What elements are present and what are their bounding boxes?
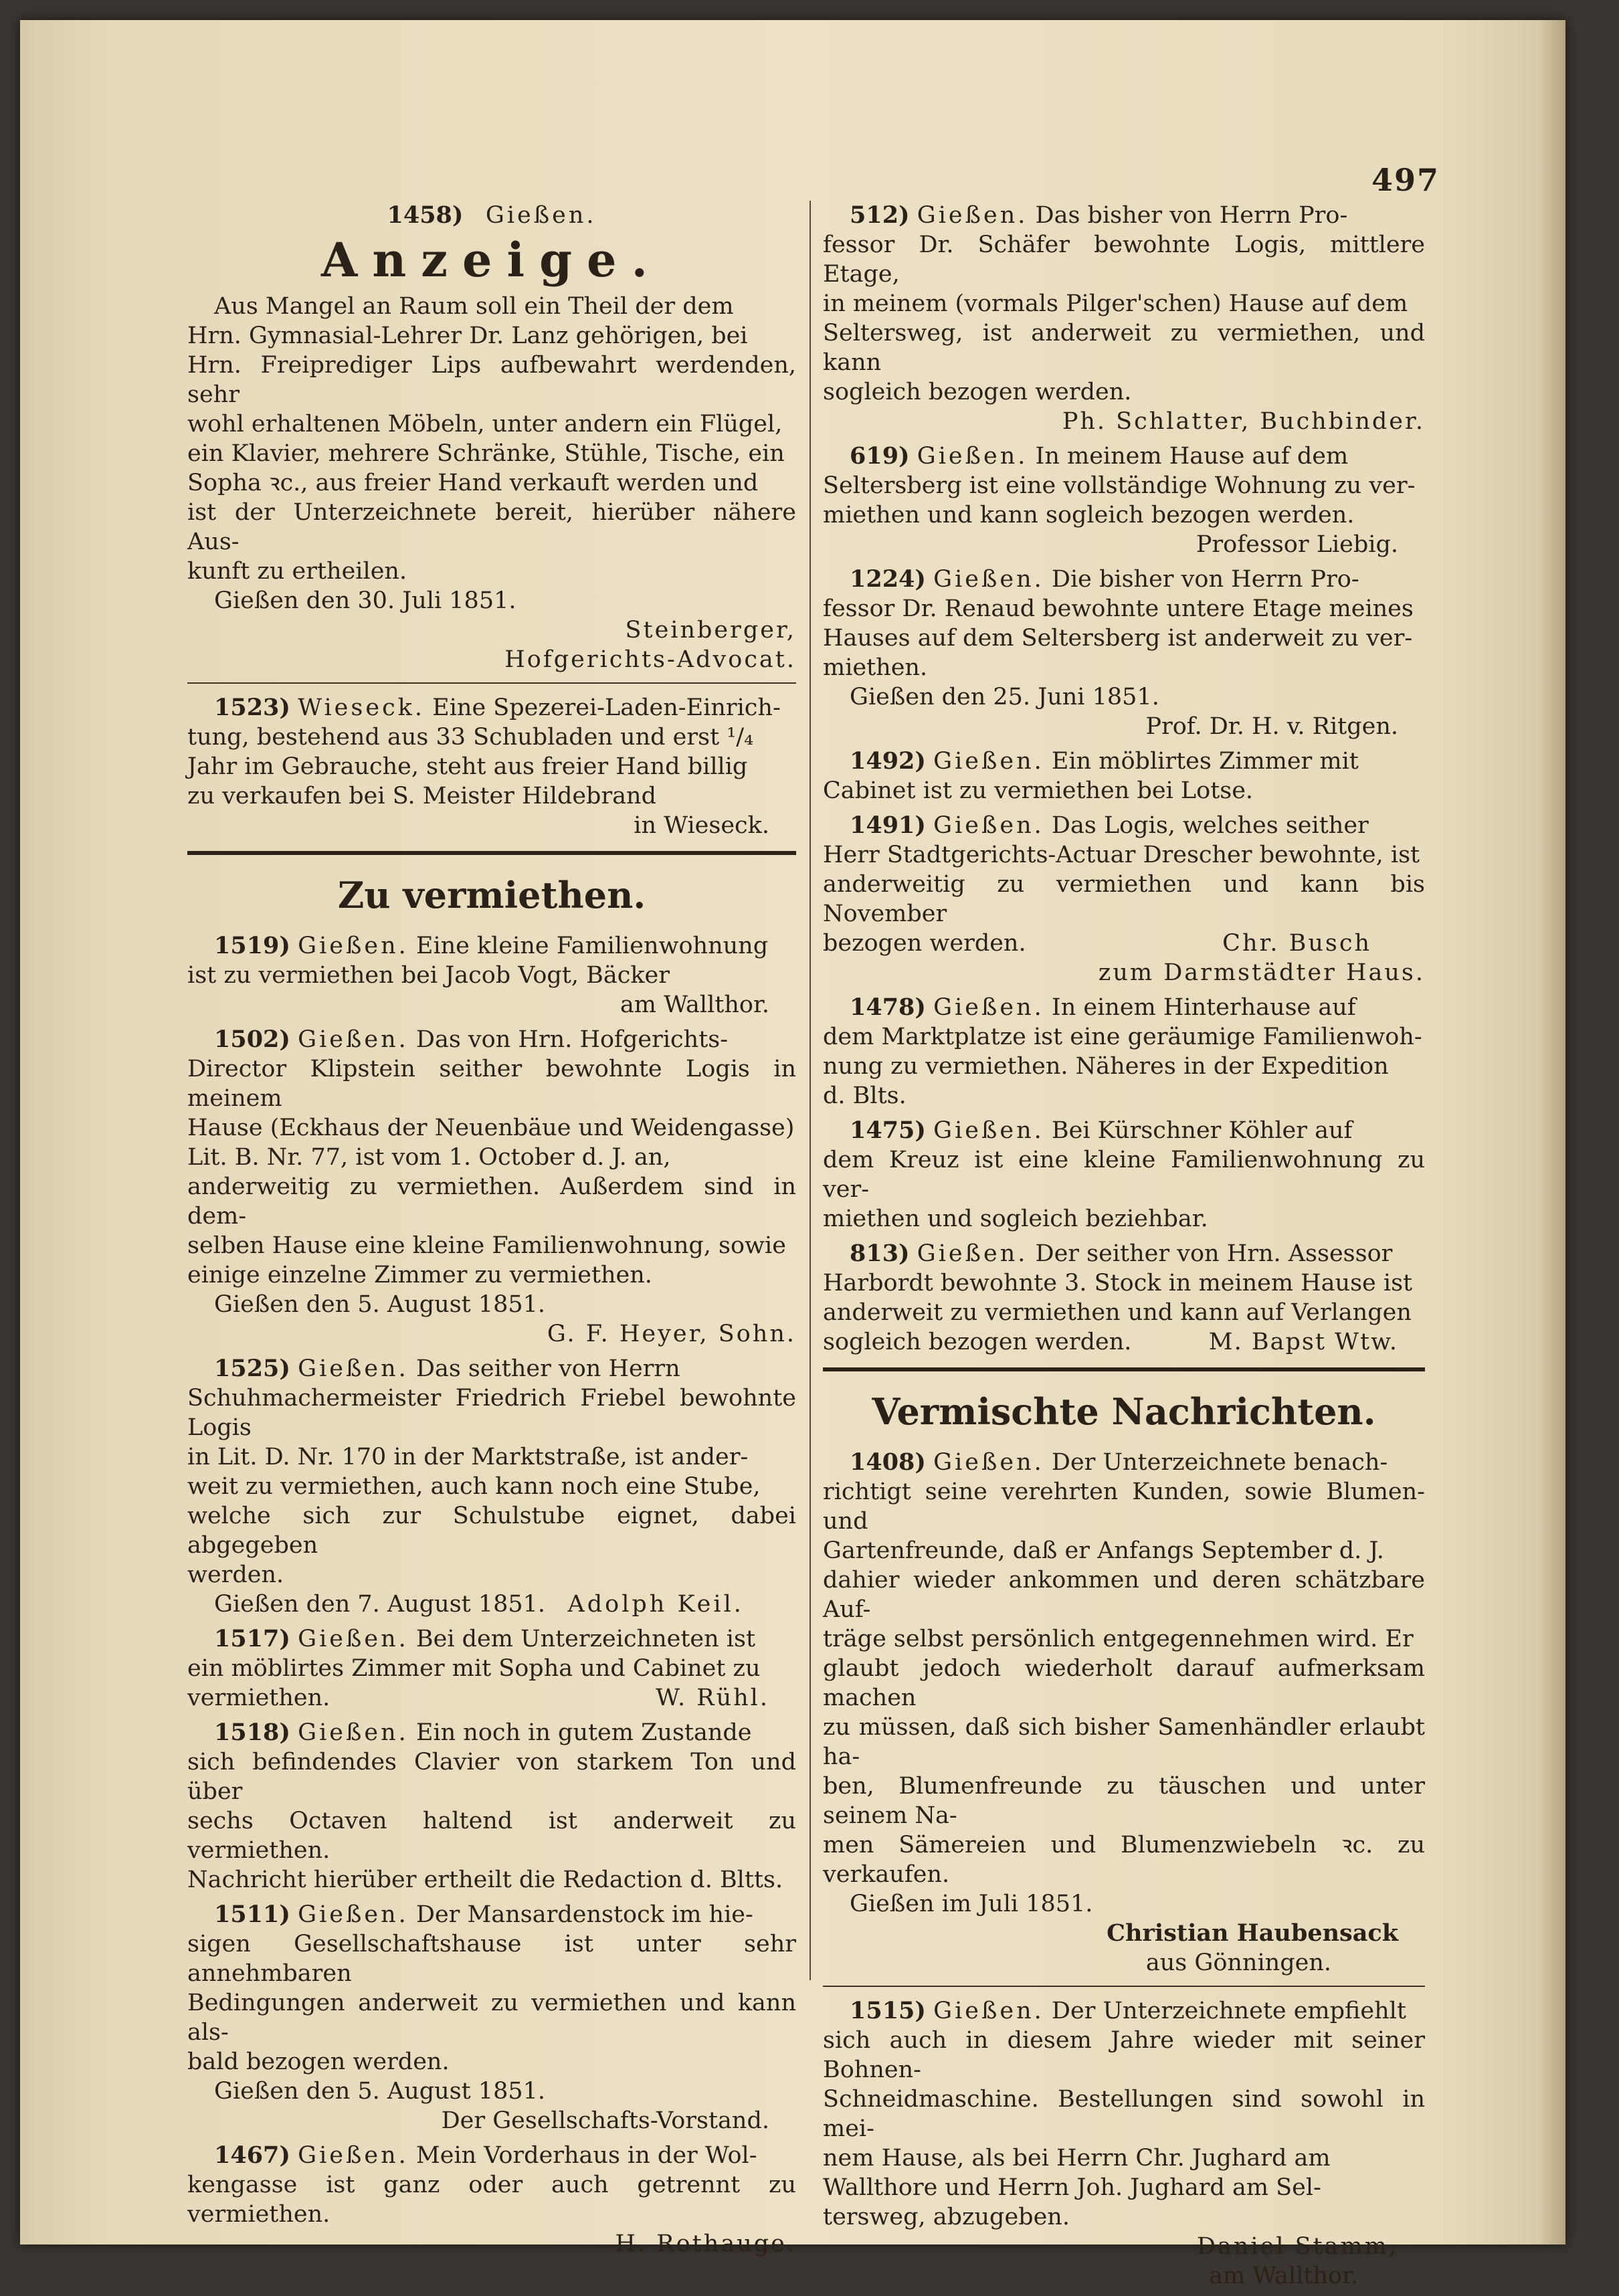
ad-813: [823, 1239, 1425, 1357]
page-edge-shadow: [1539, 20, 1565, 2244]
ad-line: Aus Mangel an Raum soll ein Theil der dem: [214, 293, 734, 320]
ad-1519: [187, 931, 796, 1020]
ad-line: bald bezogen werden.: [187, 2048, 450, 2075]
ad-place: Gießen.: [917, 202, 1028, 229]
ad-line: bezogen werden.: [823, 930, 1026, 957]
ad-signature-title: Hofgerichts-Advocat.: [504, 646, 796, 673]
ad-number: 1517): [214, 1625, 290, 1652]
ad-number: 1478): [850, 993, 926, 1021]
ad-line: Ein möblirtes Zimmer mit: [1051, 748, 1359, 775]
ad-line: Bei dem Unterzeichneten ist: [415, 1626, 756, 1652]
ad-line: In meinem Hause auf dem: [1035, 443, 1349, 470]
separator-rule: [187, 682, 796, 684]
ad-place: Gießen.: [485, 202, 597, 229]
ad-line: weit zu vermiethen, auch kann noch eine Stube,: [187, 1473, 761, 1500]
ad-line: men Sämereien und Blumenzwiebeln ꝛc. zu verkaufen.: [823, 1832, 1425, 1888]
ad-place: Gießen.: [933, 1998, 1044, 2024]
ad-number: 1408): [850, 1448, 926, 1476]
ad-line: fessor Dr. Renaud bewohnte untere Etage meines: [823, 595, 1414, 622]
ad-date: Gießen im Juli 1851.: [850, 1891, 1093, 1917]
ad-place: Gießen.: [933, 1117, 1044, 1144]
ad-1492: [823, 747, 1425, 805]
ad-signature: W. Rühl.: [656, 1685, 769, 1711]
ad-line: Mein Vorderhaus in der Wol-: [415, 2142, 757, 2169]
ad-signature: Daniel Stamm,: [1196, 2233, 1398, 2260]
ad-1517: [187, 1624, 796, 1713]
ad-line: nung zu vermiethen. Näheres in der Expedition: [823, 1053, 1389, 1080]
ad-line: richtigt seine verehrten Kunden, sowie Blumen- und: [823, 1478, 1425, 1535]
ad-line: Nachricht hierüber ertheilt die Redaction d. Bltts.: [187, 1867, 783, 1893]
ad-place: Gießen.: [298, 1355, 409, 1382]
ad-line: dahier wieder ankommen und deren schätzbare Auf-: [823, 1567, 1425, 1623]
ad-signature: Professor Liebig.: [1196, 531, 1398, 558]
ad-number: 1523): [214, 694, 290, 721]
ad-signature: Prof. Dr. H. v. Ritgen.: [1145, 713, 1398, 740]
right-column: [823, 201, 1425, 2296]
ad-place: Gießen.: [917, 1240, 1028, 1267]
ad-line: zu verkaufen bei S. Meister Hildebrand: [187, 783, 657, 809]
ad-number: 1492): [850, 747, 926, 775]
ad-line: Hauses auf dem Seltersberg ist anderweit zu ver-: [823, 625, 1413, 652]
ad-line: welche sich zur Schulstube eignet, dabei abgegeben: [187, 1503, 796, 1559]
ad-line: miethen und kann sogleich bezogen werden.: [823, 502, 1355, 529]
ad-line: Sopha ꝛc., aus freier Hand verkauft werden und: [187, 470, 759, 496]
ad-line: Lit. B. Nr. 77, ist vom 1. October d. J. an,: [187, 1144, 671, 1171]
section-rule: [187, 851, 796, 855]
ad-line: Bedingungen anderweit zu vermiethen und kann als-: [187, 1990, 796, 2046]
ad-1518: [187, 1718, 796, 1895]
ad-place: Gießen.: [933, 748, 1044, 775]
ad-line: sich befindendes Clavier von starkem Ton und über: [187, 1749, 796, 1805]
ad-1525: [187, 1354, 796, 1619]
ad-number: 1502): [214, 1026, 290, 1053]
ad-1491: [823, 811, 1425, 987]
ad-line: Der Unterzeichnete benach-: [1051, 1449, 1388, 1476]
ad-line: Die bisher von Herrn Pro-: [1051, 566, 1359, 593]
ad-line: ben, Blumenfreunde zu täuschen und unter seinem Na-: [823, 1773, 1425, 1829]
ad-line: in Lit. D. Nr. 170 in der Marktstraße, ist ander-: [187, 1444, 749, 1470]
ad-place: Gießen.: [933, 812, 1044, 839]
ad-line: ist der Unterzeichnete bereit, hierüber nähere Aus-: [187, 499, 796, 555]
ad-line: dem Marktplatze ist eine geräumige Familienwoh-: [823, 1024, 1422, 1050]
ad-line: sigen Gesellschaftshause ist unter sehr annehmbaren: [187, 1931, 796, 1987]
ad-line: anderweitig zu vermiethen. Außerdem sind in dem-: [187, 1173, 796, 1230]
ad-1511: [187, 1900, 796, 2135]
section-title-zu-vermiethen: Zu vermiethen.: [337, 874, 646, 917]
section-rule: [823, 1367, 1425, 1371]
ad-line: Jahr im Gebrauche, steht aus freier Hand billig: [187, 753, 748, 780]
ad-line: Hrn. Freiprediger Lips aufbewahrt werdenden, sehr: [187, 352, 796, 408]
ad-signature: M. Bapst Wtw.: [1208, 1329, 1398, 1355]
ad-line: miethen und sogleich beziehbar.: [823, 1206, 1208, 1232]
ad-line: fessor Dr. Schäfer bewohnte Logis, mittlere Etage,: [823, 231, 1425, 288]
ad-line: in Wieseck.: [634, 812, 769, 839]
ad-signature-title: aus Gönningen.: [1145, 1949, 1331, 1976]
ad-date: Gießen den 5. August 1851.: [214, 2078, 546, 2105]
ad-signature: Ph. Schlatter, Buchbinder.: [1062, 408, 1425, 435]
ad-line: selben Hause eine kleine Familienwohnung, sowie: [187, 1232, 786, 1259]
ad-line: sechs Octaven haltend ist anderweit zu vermiethen.: [187, 1808, 796, 1864]
ad-line: ist zu vermiethen bei Jacob Vogt, Bäcker: [187, 962, 670, 989]
ad-line: Schuhmachermeister Friedrich Friebel bewohnte Logis: [187, 1385, 796, 1441]
ad-line: nem Hause, als bei Herrn Chr. Jughard am: [823, 2145, 1331, 2172]
ad-date: Gießen den 5. August 1851.: [214, 1291, 546, 1318]
ad-line: einige einzelne Zimmer zu vermiethen.: [187, 1262, 652, 1288]
ad-number: 1515): [850, 1997, 926, 2024]
ad-number: 1518): [214, 1719, 290, 1746]
ad-line: Bei Kürschner Köhler auf: [1051, 1117, 1353, 1144]
ad-signature: Steinberger,: [625, 617, 796, 644]
ad-1408: [823, 1448, 1425, 1978]
ad-line: Ein noch in gutem Zustande: [415, 1719, 752, 1746]
ad-line: sogleich bezogen werden.: [823, 1329, 1132, 1355]
ad-number: 1525): [214, 1355, 290, 1382]
ad-number: 1467): [214, 2141, 290, 2169]
ad-date: Gießen den 30. Juli 1851.: [214, 587, 516, 614]
ad-512: [823, 201, 1425, 436]
ad-signature: Chr. Busch: [1222, 930, 1371, 957]
ad-line: werden.: [187, 1561, 284, 1588]
ad-line: Das seither von Herrn: [415, 1355, 680, 1382]
ad-line: Seltersberg ist eine vollständige Wohnung zu ver-: [823, 472, 1416, 499]
ad-line: in meinem (vormals Pilger'schen) Hause auf dem: [823, 290, 1408, 317]
ad-line: Director Klipstein seither bewohnte Logis in meinem: [187, 1056, 796, 1112]
ad-signature: Der Gesellschafts-Vorstand.: [441, 2107, 769, 2134]
ad-line: d. Blts.: [823, 1082, 907, 1109]
ad-number: 1519): [214, 932, 290, 959]
ad-1458: [187, 201, 796, 674]
ad-1475: [823, 1116, 1425, 1234]
ad-line: Wallthore und Herrn Joh. Jughard am Sel-: [823, 2174, 1321, 2201]
ad-signature: Christian Haubensack: [1107, 1919, 1398, 1947]
ad-date: Gießen den 25. Juni 1851.: [850, 684, 1159, 710]
ad-place: Wieseck.: [298, 694, 425, 721]
ad-line: anderweitig zu vermiethen und kann bis November: [823, 871, 1425, 927]
ad-line: Cabinet ist zu vermiethen bei Lotse.: [823, 777, 1254, 804]
ad-line: Gartenfreunde, daß er Anfangs September d. J.: [823, 1537, 1384, 1564]
ad-line: am Wallthor.: [620, 991, 769, 1018]
ad-number: 1491): [850, 811, 926, 839]
ad-number: 512): [850, 201, 910, 229]
ad-line: zu müssen, daß sich bisher Samenhändler erlaubt ha-: [823, 1714, 1425, 1770]
ad-line: dem Kreuz ist eine kleine Familienwohnung zu ver-: [823, 1147, 1425, 1203]
ad-line: Hrn. Gymnasial-Lehrer Dr. Lanz gehörigen, bei: [187, 322, 748, 349]
ad-place: Gießen.: [298, 1901, 409, 1928]
ad-line: Das Logis, welches seither: [1051, 812, 1369, 839]
ad-1478: [823, 993, 1425, 1111]
column-divider: [810, 201, 811, 1980]
ad-line: Schneidmaschine. Bestellungen sind sowohl in mei-: [823, 2086, 1425, 2142]
ad-line: Seltersweg, ist anderweit zu vermiethen, und kann: [823, 320, 1425, 376]
ad-1224: [823, 565, 1425, 741]
ad-line: anderweit zu vermiethen und kann auf Verlangen: [823, 1299, 1412, 1326]
ad-number: 619): [850, 442, 910, 470]
ad-1515: [823, 1996, 1425, 2291]
ad-1467: [187, 2141, 796, 2259]
ad-place: Gießen.: [917, 443, 1028, 470]
page-number: 497: [1371, 162, 1440, 198]
ad-line: In einem Hinterhause auf: [1051, 994, 1356, 1021]
ad-place: Gießen.: [298, 1626, 409, 1652]
ad-619: [823, 442, 1425, 559]
ad-line: ein möblirtes Zimmer mit Sopha und Cabinet zu: [187, 1655, 761, 1682]
ad-number: 813): [850, 1240, 910, 1267]
ad-line: miethen.: [823, 654, 928, 681]
ad-1502: [187, 1025, 796, 1349]
ad-line: träge selbst persönlich entgegennehmen wird. Er: [823, 1626, 1414, 1652]
ad-signature-title: am Wallthor.: [1208, 2263, 1358, 2289]
ad-line: Eine kleine Familienwohnung: [415, 933, 769, 959]
ad-place: Gießen.: [933, 994, 1044, 1021]
separator-rule: [823, 1986, 1425, 1987]
ad-number: 1511): [214, 1901, 290, 1928]
ad-line: wohl erhaltenen Möbeln, unter andern ein Flügel,: [187, 411, 783, 438]
ad-line: sich auch in diesem Jahre wieder mit seiner Bohnen-: [823, 2027, 1425, 2083]
ad-line: Eine Spezerei-Laden-Einrich-: [432, 694, 781, 721]
ad-place: Gießen.: [298, 2142, 409, 2169]
ad-line: Das von Hrn. Hofgerichts-: [415, 1026, 729, 1053]
section-title-vermischte-nachrichten: Vermischte Nachrichten.: [872, 1390, 1376, 1433]
ad-place: Gießen.: [933, 1449, 1044, 1476]
ad-signature-title: zum Darmstädter Haus.: [1098, 959, 1425, 986]
ad-line: glaubt jedoch wiederholt darauf aufmerksam machen: [823, 1655, 1425, 1711]
ad-place: Gießen.: [298, 1719, 409, 1746]
ad-line: tung, bestehend aus 33 Schubladen und erst ¹/₄: [187, 724, 754, 751]
ad-place: Gießen.: [298, 933, 409, 959]
ad-line: sogleich bezogen werden.: [823, 379, 1132, 405]
ad-line: Herr Stadtgerichts-Actuar Drescher bewohnte, ist: [823, 842, 1420, 868]
ad-line: kunft zu ertheilen.: [187, 558, 407, 585]
ad-number: 1458): [387, 201, 464, 229]
ad-line: Der Unterzeichnete empfiehlt: [1051, 1998, 1406, 2024]
left-column: [187, 201, 796, 2264]
ad-place: Gießen.: [933, 566, 1044, 593]
ad-line: ein Klavier, mehrere Schränke, Stühle, Tische, ein: [187, 440, 785, 467]
ad-line: Der Mansardenstock im hie-: [415, 1901, 753, 1928]
ad-1523: [187, 693, 796, 840]
ad-line: Hause (Eckhaus der Neuenbäue und Weidengasse): [187, 1115, 795, 1141]
ad-line: vermiethen.: [187, 1685, 330, 1711]
ad-signature: H. Rothauge.: [615, 2230, 796, 2257]
ad-line: tersweg, abzugeben.: [823, 2204, 1070, 2230]
ad-line: Der seither von Hrn. Assessor: [1035, 1240, 1393, 1267]
ad-line: Das bisher von Herrn Pro-: [1035, 202, 1348, 229]
ad-signature: G. F. Heyer, Sohn.: [547, 1321, 796, 1347]
ad-line: Harbordt bewohnte 3. Stock in meinem Hause ist: [823, 1270, 1413, 1297]
ad-place: Gießen.: [298, 1026, 409, 1053]
ad-date: Gießen den 7. August 1851.: [214, 1591, 546, 1618]
ad-line: kengasse ist ganz oder auch getrennt zu vermiethen.: [187, 2172, 796, 2228]
ad-number: 1475): [850, 1117, 926, 1144]
ad-heading: Anzeige.: [321, 232, 662, 288]
ad-number: 1224): [850, 565, 926, 593]
ad-signature: Adolph Keil.: [567, 1591, 744, 1618]
